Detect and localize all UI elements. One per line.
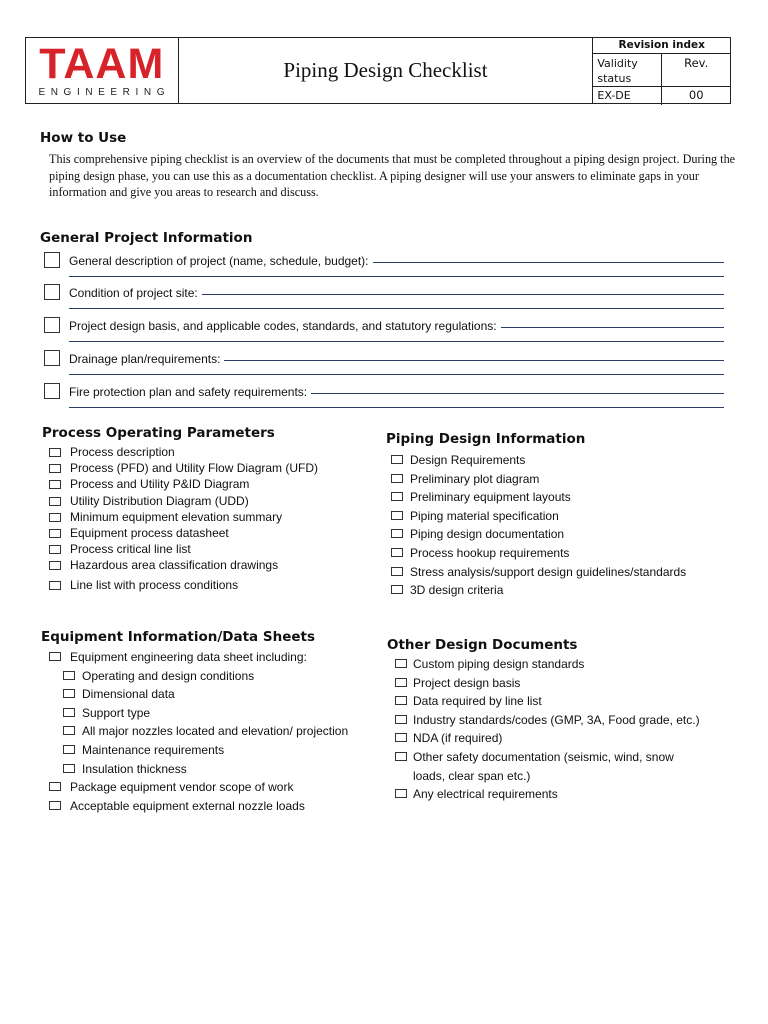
list-item-label: Other safety documentation (seismic, wind, snow loads, clear span etc.): [413, 749, 674, 783]
checkbox[interactable]: [49, 497, 61, 506]
list-item: [70, 577, 318, 593]
list-item-label: Insulation thickness: [82, 761, 187, 776]
checkbox[interactable]: [44, 350, 60, 366]
list-item: [70, 525, 318, 541]
list-item-label: Process description: [70, 445, 175, 459]
list-item: [70, 648, 348, 667]
checkbox[interactable]: [44, 284, 60, 300]
rev-label: Rev.: [684, 56, 709, 70]
logo-wordmark: TAAM: [39, 39, 165, 88]
company-logo: [26, 38, 179, 103]
list-item-label: Any electrical requirements: [413, 787, 558, 802]
checkbox[interactable]: [49, 464, 61, 473]
checkbox[interactable]: [391, 567, 403, 576]
how-to-use-text: This comprehensive piping checklist is an overview of the documents that must be completed throughout a piping design project. During the piping design phase, you can use this as a documentation checklist. A piping designer will use your answers to eliminate gaps in your information and give you areas to research and discuss.: [49, 152, 736, 199]
list-item: [70, 760, 348, 779]
list-item: [410, 507, 686, 526]
list-item: [410, 451, 686, 470]
list-item-label: Design Requirements: [410, 453, 526, 467]
list-item-label: Utility Distribution Diagram (UDD): [70, 493, 249, 508]
list-item-label: NDA (if required): [413, 731, 503, 746]
general-info-heading: General Project Information: [40, 230, 253, 246]
checkbox[interactable]: [49, 801, 61, 810]
list-item: [413, 692, 713, 711]
general-item-label: General description of project (name, schedule, budget):: [69, 254, 373, 268]
list-item: [410, 488, 686, 507]
list-item: [70, 797, 348, 816]
list-item: [70, 557, 318, 573]
list-item: [70, 493, 318, 509]
list-item-label: Minimum equipment elevation summary: [70, 509, 283, 524]
other-docs-list: [413, 655, 713, 804]
answer-line: [69, 341, 724, 342]
revision-label-row: [593, 54, 730, 87]
list-item: [70, 722, 348, 741]
equipment-heading: Equipment Information/Data Sheets: [41, 629, 316, 645]
checkbox[interactable]: [49, 581, 61, 590]
list-item-label: Piping material specification: [410, 508, 559, 523]
checkbox[interactable]: [63, 726, 75, 735]
list-item: [410, 563, 686, 582]
list-item-label: Project design basis: [413, 675, 521, 690]
process-list: [70, 444, 318, 593]
list-item-label: Stress analysis/support design guidelines/standards: [410, 564, 687, 579]
checkbox[interactable]: [63, 764, 75, 773]
checkbox[interactable]: [391, 474, 403, 483]
general-item: [44, 383, 724, 417]
checkbox[interactable]: [44, 383, 60, 399]
document-title: Piping Design Checklist: [283, 58, 488, 82]
list-item: [410, 544, 686, 563]
checkbox[interactable]: [395, 659, 407, 668]
list-item: [413, 655, 713, 674]
list-item: [413, 674, 713, 693]
list-item-label: Piping design documentation: [410, 527, 565, 542]
piping-list: [410, 451, 686, 600]
list-item-label: Hazardous area classification drawings: [70, 558, 279, 573]
process-heading: Process Operating Parameters: [42, 425, 275, 441]
checkbox[interactable]: [44, 252, 60, 268]
list-item: [70, 509, 318, 525]
checkbox[interactable]: [63, 708, 75, 717]
list-item-label: Process hookup requirements: [410, 545, 570, 560]
list-item: [70, 741, 348, 760]
checkbox[interactable]: [395, 789, 407, 798]
list-item: [413, 711, 713, 730]
general-item: [44, 350, 724, 384]
answer-line: [69, 276, 724, 277]
answer-line: [69, 374, 724, 375]
list-item: [410, 581, 686, 600]
checkbox[interactable]: [395, 678, 407, 687]
other-docs-heading: Other Design Documents: [387, 637, 578, 653]
validity-label: Validity status: [593, 54, 662, 86]
general-item-label: Drainage plan/requirements:: [69, 352, 224, 366]
checkbox[interactable]: [44, 317, 60, 333]
list-item: [410, 525, 686, 544]
revision-value-row: [593, 87, 730, 105]
list-item: [70, 685, 348, 704]
list-item-label: All major nozzles located and elevation/ projection: [82, 724, 349, 739]
list-item-label: Maintenance requirements: [82, 742, 225, 757]
list-item-label: Acceptable equipment external nozzle loads: [70, 798, 305, 813]
list-item-label: Preliminary equipment layouts: [410, 490, 571, 505]
checkbox[interactable]: [391, 529, 403, 538]
revision-table: [592, 38, 730, 103]
checkbox[interactable]: [49, 652, 61, 661]
piping-heading: Piping Design Information: [386, 431, 586, 447]
equipment-list: [70, 648, 348, 815]
general-item: [44, 317, 724, 351]
checkbox[interactable]: [49, 545, 61, 554]
list-item-label: Line list with process conditions: [70, 577, 239, 592]
checkbox[interactable]: [49, 513, 61, 522]
general-item: [44, 252, 724, 286]
list-item-label: Process and Utility P&ID Diagram: [70, 477, 250, 492]
checkbox[interactable]: [391, 492, 403, 501]
revision-header: Revision index: [593, 38, 730, 54]
checkbox[interactable]: [395, 715, 407, 724]
checkbox[interactable]: [391, 455, 403, 464]
list-item: [70, 444, 318, 460]
checkbox[interactable]: [49, 529, 61, 538]
list-item-label: 3D design criteria: [410, 583, 504, 598]
checkbox[interactable]: [391, 548, 403, 557]
list-item-label: Industry standards/codes (GMP, 3A, Food grade, etc.): [413, 712, 700, 727]
checkbox[interactable]: [395, 696, 407, 705]
general-item: [44, 284, 724, 318]
checkbox[interactable]: [49, 782, 61, 791]
answer-line: [69, 407, 724, 408]
list-item: [70, 778, 348, 797]
list-item-label: Equipment engineering data sheet including:: [70, 650, 307, 664]
general-item-label: Fire protection plan and safety requirements:: [69, 385, 311, 399]
list-item: [70, 541, 318, 557]
checkbox[interactable]: [63, 745, 75, 754]
list-item: [413, 748, 703, 785]
document-header: [25, 37, 731, 104]
logo-subtitle: ENGINEERING: [38, 86, 171, 98]
list-item-label: Data required by line list: [413, 694, 542, 709]
list-item-label: Dimensional data: [82, 687, 175, 702]
validity-value: EX-DE: [593, 87, 662, 105]
checkbox[interactable]: [395, 752, 407, 761]
checkbox[interactable]: [395, 733, 407, 742]
list-item-label: Equipment process datasheet: [70, 526, 229, 541]
how-to-use-heading: How to Use: [40, 130, 127, 146]
checkbox[interactable]: [391, 511, 403, 520]
general-item-label: Project design basis, and applicable codes, standards, and statutory regulations:: [69, 319, 501, 333]
checkbox[interactable]: [63, 689, 75, 698]
list-item: [70, 704, 348, 723]
answer-line: [69, 308, 724, 309]
list-item-label: Custom piping design standards: [413, 657, 585, 671]
checkbox[interactable]: [49, 448, 61, 457]
list-item: [410, 470, 686, 489]
rev-value: 00: [688, 88, 704, 102]
list-item-label: Package equipment vendor scope of work: [70, 780, 294, 795]
list-item-label: Support type: [82, 705, 151, 720]
list-item: [70, 460, 318, 476]
checkbox[interactable]: [63, 671, 75, 680]
list-item: [413, 785, 713, 804]
list-item-label: Process critical line list: [70, 542, 191, 557]
list-item: [70, 667, 348, 686]
list-item-label: Operating and design conditions: [82, 668, 255, 683]
checkbox[interactable]: [391, 585, 403, 594]
checkbox[interactable]: [49, 480, 61, 489]
general-item-label: Condition of project site:: [69, 286, 202, 300]
checkbox[interactable]: [49, 561, 61, 570]
list-item: [70, 476, 318, 492]
list-item-label: Preliminary plot diagram: [410, 471, 540, 486]
list-item: [413, 729, 713, 748]
list-item-label: Process (PFD) and Utility Flow Diagram (UFD): [70, 461, 319, 476]
